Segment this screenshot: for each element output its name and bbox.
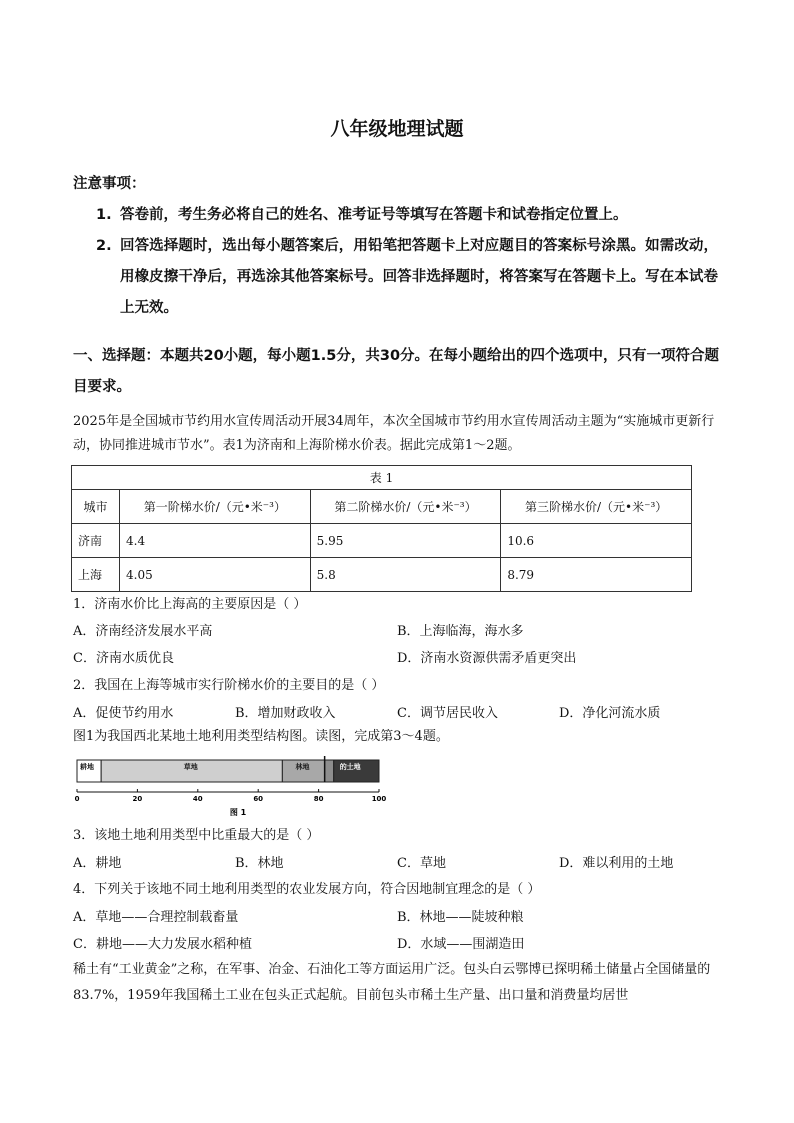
bar-segment	[325, 760, 334, 782]
page-title: 八年级地理试题	[330, 118, 464, 140]
table-cell: 4.4	[120, 524, 311, 558]
table-cell: 上海	[72, 558, 120, 592]
bar-segment-label: 草地	[183, 763, 198, 771]
table-header-row	[72, 490, 692, 524]
question-1-option-c[interactable]: C．济南水质优良	[73, 651, 174, 666]
question-1-option-d[interactable]: D．济南水资源供需矛盾更突出	[397, 651, 577, 666]
notice-item-1	[96, 200, 718, 231]
intro-paragraph-3: 稀土有“工业黄金”之称，在军事、冶金、石油化工等方面运用广泛。包头白云鄂博已探明稀土储量占全国储量的83.7%，1959年我国稀土工业在包头正式起航。目前包头市稀土生产量、出口量和消费量均居世	[73, 962, 711, 1003]
notice-item-2	[96, 231, 718, 324]
table-cell: 5.95	[310, 524, 501, 558]
question-3-option-b[interactable]: B．林地	[235, 856, 284, 871]
table-cell: 10.6	[501, 524, 692, 558]
notice-item-number: 1.	[96, 207, 112, 223]
x-axis-tick-label: 0	[74, 795, 80, 803]
table-cell: 济南	[72, 524, 120, 558]
table-header-cell: 城市	[72, 490, 120, 524]
x-axis-tick-label: 100	[371, 795, 387, 803]
table-row	[72, 524, 692, 558]
question-2-option-d[interactable]: D．净化河流水质	[559, 706, 661, 721]
notice-item-text: 回答选择题时，选出每小题答案后，用铅笔把答题卡上对应题目的答案标号涂黑。如需改动，用橡皮擦干净后，再选涂其他答案标号。回答非选择题时，将答案写在答题卡上。写在本试卷上无效。	[120, 238, 718, 316]
question-4-option-d[interactable]: D．水域——围湖造田	[397, 937, 525, 952]
bar-segment-label: 的土地	[339, 763, 361, 771]
notice-heading: 注意事项：	[73, 176, 146, 192]
table-cell: 4.05	[120, 558, 311, 592]
x-axis-tick-label: 60	[253, 795, 264, 803]
notice-item-text: 答卷前，考生务必将自己的姓名、准考证号等填写在答题卡和试卷指定位置上。	[120, 207, 628, 223]
x-axis-tick-label: 20	[132, 795, 143, 803]
intro-paragraph-1: 2025年是全国城市节约用水宣传周活动开展34周年，本次全国城市节约用水宣传周活动主题为“实施城市更新行动，协同推进城市节水”。表1为济南和上海阶梯水价表。据此完成第1～2题。	[73, 414, 715, 453]
question-2-option-b[interactable]: B．增加财政收入	[235, 706, 336, 721]
question-3-option-c[interactable]: C．草地	[397, 856, 446, 871]
question-1-option-a[interactable]: A．济南经济发展水平高	[73, 624, 213, 639]
question-4-stem: 4．下列关于该地不同土地利用类型的农业发展方向，符合因地制宜理念的是（ ）	[73, 882, 541, 897]
question-3-option-a[interactable]: A．耕地	[73, 856, 122, 871]
question-2-option-a[interactable]: A．促使节约用水	[73, 706, 174, 721]
bar-segment-label: 林地	[295, 763, 310, 771]
question-2-stem: 2．我国在上海等城市实行阶梯水价的主要目的是（ ）	[73, 678, 385, 693]
intro-paragraph-2: 图1为我国西北某地土地利用类型结构图。读图，完成第3～4题。	[73, 729, 449, 744]
question-3-option-d[interactable]: D．难以利用的土地	[559, 856, 674, 871]
table-header-cell: 第二阶梯水价/（元•米⁻³）	[310, 490, 501, 524]
question-3-stem: 3．该地土地利用类型中比重最大的是（ ）	[73, 828, 320, 843]
question-1-option-b[interactable]: B．上海临海，海水多	[397, 624, 524, 639]
table-header-cell: 第三阶梯水价/（元•米⁻³）	[501, 490, 692, 524]
question-4-option-c[interactable]: C．耕地——大力发展水稻种植	[73, 937, 252, 952]
question-2-option-c[interactable]: C．调节居民收入	[397, 706, 498, 721]
table-row	[72, 558, 692, 592]
water-price-table	[71, 465, 692, 592]
bar-segment-label: 耕地	[80, 763, 94, 771]
question-4-option-a[interactable]: A．草地——合理控制载畜量	[73, 910, 239, 925]
table-caption: 表 1	[72, 466, 692, 490]
table-cell: 8.79	[501, 558, 692, 592]
table-header-cell: 第一阶梯水价/（元•米⁻³）	[120, 490, 311, 524]
notice-item-number: 2.	[96, 238, 112, 254]
table-cell: 5.8	[310, 558, 501, 592]
section-heading: 一、选择题：本题共20小题，每小题1.5分，共30分。在每小题给出的四个选项中，只有一项符合题目要求。	[73, 348, 720, 395]
x-axis-tick-label: 40	[192, 795, 203, 803]
question-4-option-b[interactable]: B．林地——陡坡种粮	[397, 910, 524, 925]
question-1-stem: 1．济南水价比上海高的主要原因是（ ）	[73, 597, 307, 612]
figure-caption: 图 1	[229, 808, 247, 817]
x-axis-tick-label: 80	[313, 795, 324, 803]
land-use-structure-chart	[72, 756, 392, 818]
